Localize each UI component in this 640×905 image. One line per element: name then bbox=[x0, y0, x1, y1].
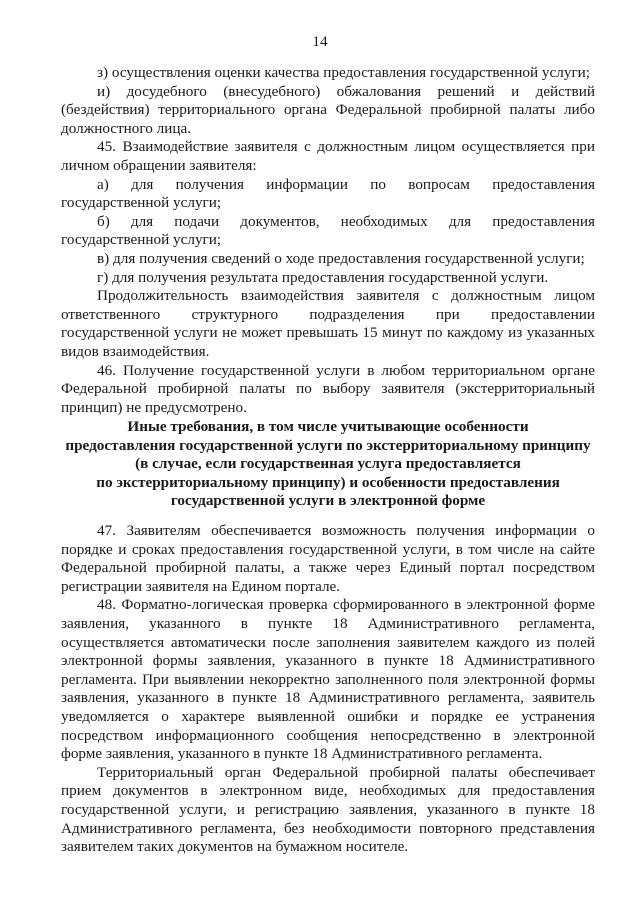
paragraph-item-i: и) досудебного (внесудебного) обжалования решений и действий (бездействия) территориального органа Федеральной пробирной палаты либо должностного лица. bbox=[61, 82, 595, 137]
paragraph-47: 47. Заявителям обеспечивается возможность получения информации о порядке и сроках предоставления государственной услуги, в том числе на сайте Федеральной пробирной палаты, а также через Единый портал посредством регистрации заявителя на Едином портале. bbox=[61, 522, 595, 595]
page-number: 14 bbox=[312, 33, 328, 50]
paragraph-item-b: б) для подачи документов, необходимых для предоставления государственной услуги; bbox=[61, 212, 595, 249]
paragraph-electronic-reception: Территориальный орган Федеральной пробирной палаты обеспечивает прием документов в электронном виде, необходимых для предоставления государственной услуги, и регистрацию заявления, указанного в пункте 18 Административного регламента, без необходимости повторного представления заявителем таких документов на бумажном носителе. bbox=[61, 763, 595, 856]
heading-line: по экстерриториальному принципу) и особенности предоставления bbox=[96, 473, 560, 491]
text-block-upper bbox=[61, 64, 595, 417]
heading-line: государственной услуги в электронной форме bbox=[170, 492, 486, 510]
heading-line: предоставления государственной услуги по экстерриториальному принципу bbox=[65, 436, 591, 454]
text-block-lower bbox=[61, 522, 595, 857]
paragraph-item-v: в) для получения сведений о ходе предоставления государственной услуги; bbox=[97, 249, 585, 267]
paragraph-item-a: а) для получения информации по вопросам предоставления государственной услуги; bbox=[61, 175, 595, 212]
paragraph-46: 46. Получение государственной услуги в любом территориальном органе Федеральной пробирной палаты по выбору заявителя (экстерриториальный принцип) не предусмотрено. bbox=[61, 361, 595, 416]
paragraph-item-z: з) осуществления оценки качества предоставления государственной услуги; bbox=[97, 64, 591, 81]
heading-line: (в случае, если государственная услуга предоставляется bbox=[135, 455, 521, 473]
paragraph-item-g: г) для получения результата предоставления государственной услуги. bbox=[97, 268, 549, 286]
paragraph-48: 48. Форматно-логическая проверка сформированного в электронной форме заявления, указанного в пункте 18 Административного регламента, осуществляется автоматически после заполнения заявителем каждого из полей электронной формы заявления, указанного в пункте 18 Административного регламента. При выявлении некорректно заполненного поля электронной формы заявления, указанного в пункте 18 Административного регламента, заявитель уведомляется о характере выявленной ошибки и порядке ее устранения посредством информационного сообщения непосредственно в электронной форме заявления, указанного в пункте 18 Административного регламента. bbox=[61, 596, 595, 763]
paragraph-duration: Продолжительность взаимодействия заявителя с должностным лицом ответственного структурного подразделения при предоставлении государственной услуги не может превышать 15 минут по каждому из указанных видов взаимодействия. bbox=[61, 287, 595, 360]
section-heading bbox=[61, 418, 595, 511]
paragraph-45: 45. Взаимодействие заявителя с должностным лицом осуществляется при личном обращении заявителя: bbox=[61, 138, 595, 174]
heading-line: Иные требования, в том числе учитывающие особенности bbox=[127, 418, 529, 435]
